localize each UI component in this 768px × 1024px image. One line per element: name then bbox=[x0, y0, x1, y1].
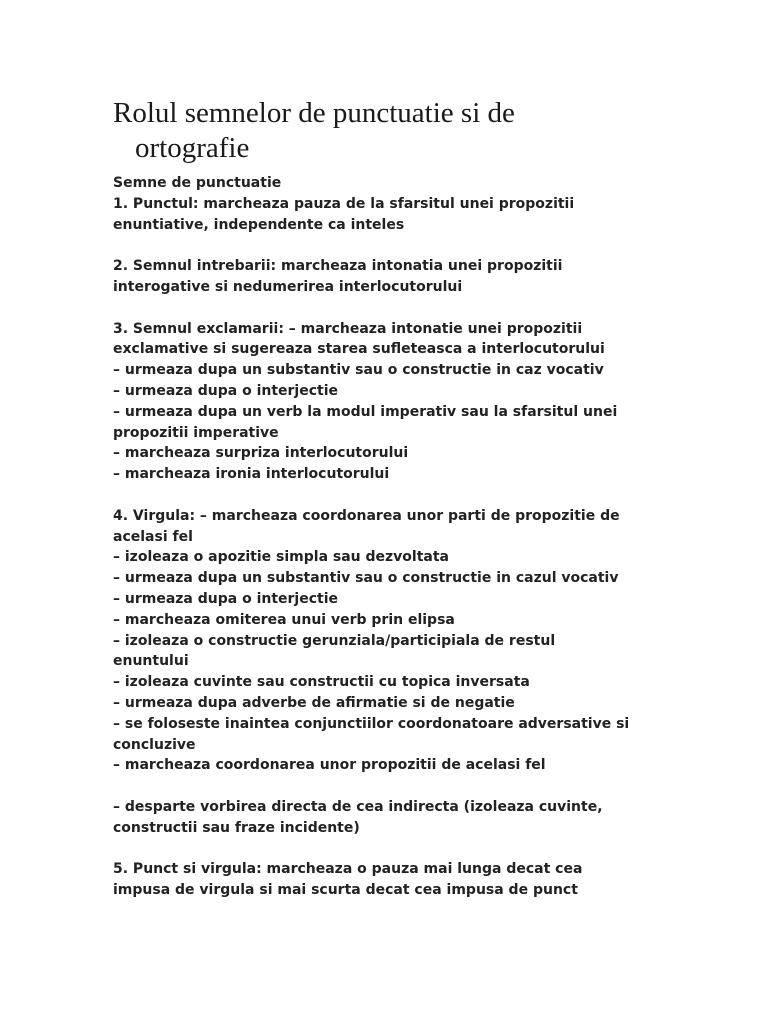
paragraph-line: – izoleaza o apozitie simpla sau dezvoltata bbox=[113, 549, 450, 566]
paragraph-line: 3. Semnul exclamarii: – marcheaza intonatie unei propozitii bbox=[113, 320, 583, 337]
paragraph-line: – urmeaza dupa un substantiv sau o constructie in caz vocativ bbox=[113, 362, 604, 379]
title-line-2: ortografie bbox=[135, 132, 250, 164]
paragraph-line: interogative si nedumerirea interlocutorului bbox=[113, 278, 463, 295]
paragraph-line: constructii sau fraze incidente) bbox=[113, 819, 360, 836]
paragraph-line: – urmeaza dupa o interjectie bbox=[113, 382, 339, 399]
paragraph-line: – urmeaza dupa o interjectie bbox=[113, 590, 339, 607]
paragraph-line: 5. Punct si virgula: marcheaza o pauza mai lunga decat cea bbox=[113, 861, 583, 878]
paragraph-line: propozitii imperative bbox=[113, 424, 279, 441]
paragraph-line: 2. Semnul intrebarii: marcheaza intonatia unei propozitii bbox=[113, 258, 563, 275]
paragraph-line: enuntului bbox=[113, 653, 189, 670]
paragraph-line: – izoleaza o constructie gerunziala/participiala de restul bbox=[113, 632, 556, 649]
section-heading: Semne de punctuatie bbox=[113, 175, 282, 191]
paragraph-line: – marcheaza omiterea unui verb prin elipsa bbox=[113, 611, 455, 628]
paragraph-line: – desparte vorbirea directa de cea indirecta (izoleaza cuvinte, bbox=[113, 798, 603, 815]
paragraph-line: 1. Punctul: marcheaza pauza de la sfarsitul unei propozitii bbox=[113, 195, 575, 212]
paragraph-line: – marcheaza surpriza interlocutorului bbox=[113, 445, 409, 462]
paragraph-line: enuntiative, independente ca inteles bbox=[113, 216, 405, 233]
paragraph-line: 4. Virgula: – marcheaza coordonarea unor parti de propozitie de bbox=[113, 507, 620, 524]
paragraph-gap bbox=[113, 839, 673, 860]
paragraph-line: concluzive bbox=[113, 736, 196, 753]
paragraph-line: – marcheaza coordonarea unor propozitii de acelasi fel bbox=[113, 757, 546, 774]
paragraph-line: – urmeaza dupa un verb la modul imperativ sau la sfarsitul unei bbox=[113, 403, 618, 420]
document-title bbox=[113, 96, 673, 166]
paragraph-gap bbox=[113, 776, 673, 797]
paragraph-line: exclamative si sugereaza starea sufleteasca a interlocutorului bbox=[113, 341, 605, 358]
document-page bbox=[113, 96, 673, 901]
paragraph-line: acelasi fel bbox=[113, 528, 193, 545]
paragraph-gap bbox=[113, 235, 673, 256]
title-line-1: Rolul semnelor de punctuatie si de bbox=[113, 97, 515, 129]
paragraph-gap bbox=[113, 298, 673, 319]
paragraph-line: – izoleaza cuvinte sau constructii cu topica inversata bbox=[113, 674, 530, 691]
document-body bbox=[113, 173, 673, 901]
paragraph-line: – marcheaza ironia interlocutorului bbox=[113, 466, 390, 483]
paragraph-line: – se foloseste inaintea conjunctiilor coordonatoare adversative si bbox=[113, 715, 630, 732]
paragraph-line: – urmeaza dupa adverbe de afirmatie si de negatie bbox=[113, 694, 515, 711]
paragraph-gap bbox=[113, 485, 673, 506]
paragraph-line: impusa de virgula si mai scurta decat cea impusa de punct bbox=[113, 882, 578, 899]
paragraph-line: – urmeaza dupa un substantiv sau o constructie in cazul vocativ bbox=[113, 570, 619, 587]
